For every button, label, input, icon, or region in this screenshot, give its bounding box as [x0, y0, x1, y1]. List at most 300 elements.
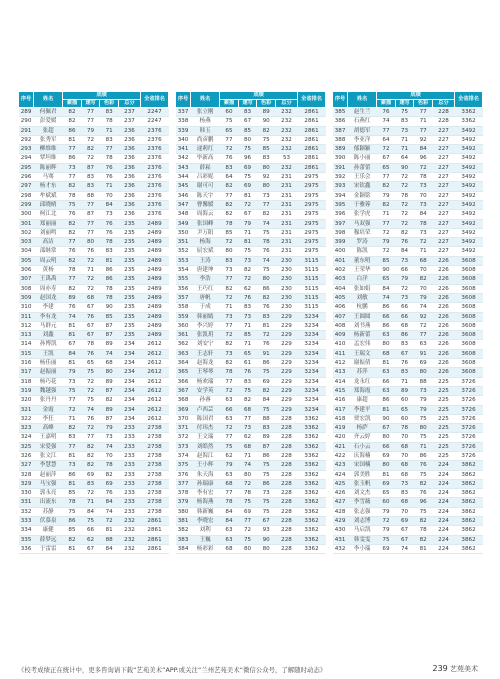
total-score: 228 — [275, 424, 297, 433]
student-name: 庆海楠 — [348, 451, 377, 460]
color-score: 83 — [100, 247, 119, 256]
table-row — [333, 256, 483, 265]
quick-sketch-score: 90 — [395, 163, 414, 172]
province-rank: 2738 — [141, 451, 169, 460]
table-row — [333, 228, 483, 237]
sketch-score: 63 — [220, 470, 239, 479]
row-number: 405 — [333, 293, 348, 302]
row-number: 350 — [176, 228, 191, 237]
color-score: 88 — [414, 377, 433, 386]
color-score: 70 — [414, 191, 433, 200]
total-score: 225 — [432, 405, 454, 414]
province-rank: 3608 — [455, 349, 483, 358]
quick-sketch-score: 68 — [81, 293, 100, 302]
total-score: 229 — [275, 396, 297, 405]
student-name: 郁颖颖 — [348, 145, 377, 154]
row-number: 320 — [19, 396, 34, 405]
color-score: 87 — [257, 442, 276, 451]
total-score: 225 — [432, 377, 454, 386]
row-number: 292 — [19, 135, 34, 144]
row-number: 372 — [176, 433, 191, 442]
quick-sketch-score: 67 — [81, 544, 100, 553]
sketch-score: 86 — [377, 321, 396, 330]
province-rank: 2612 — [141, 377, 169, 386]
row-number: 429 — [333, 517, 348, 526]
color-score: 84 — [257, 396, 276, 405]
row-number: 368 — [176, 396, 191, 405]
province-rank: 2975 — [298, 173, 326, 182]
province-rank: 2489 — [141, 284, 169, 293]
quick-sketch-score: 78 — [81, 340, 100, 349]
student-name: 韩雯雯 — [348, 535, 377, 544]
quick-sketch-score: 79 — [81, 126, 100, 135]
table-row — [19, 108, 169, 117]
color-score: 84 — [100, 200, 119, 209]
province-rank: 3726 — [455, 396, 483, 405]
row-number: 309 — [19, 293, 34, 302]
quick-sketch-score: 77 — [81, 200, 100, 209]
color-score: 93 — [257, 526, 276, 535]
table-row — [333, 451, 483, 460]
row-number: 348 — [176, 210, 191, 219]
student-name: 齐云婷 — [348, 433, 377, 442]
color-score: 78 — [100, 284, 119, 293]
table-row — [19, 377, 169, 386]
quick-sketch-score: 72 — [81, 275, 100, 284]
student-name: 张丹丹 — [34, 396, 63, 405]
province-rank: 3608 — [455, 303, 483, 312]
row-number: 417 — [333, 405, 348, 414]
color-score: 67 — [257, 517, 276, 526]
color-score: 88 — [100, 535, 119, 544]
color-score: 80 — [257, 275, 276, 284]
table-row — [176, 312, 326, 321]
student-name: 柯江北 — [34, 210, 63, 219]
row-number: 316 — [19, 359, 34, 368]
color-score: 77 — [257, 200, 276, 209]
total-score: 225 — [432, 451, 454, 460]
province-rank: 2975 — [298, 247, 326, 256]
row-number: 328 — [19, 470, 34, 479]
student-name: 陈天宇 — [191, 191, 220, 200]
quick-sketch-score: 69 — [238, 507, 257, 516]
province-rank: 3608 — [455, 275, 483, 284]
quick-sketch-score: 74 — [81, 405, 100, 414]
sketch-score: 79 — [63, 368, 82, 377]
quick-sketch-score: 70 — [395, 433, 414, 442]
color-score: 81 — [414, 544, 433, 553]
table-row — [19, 312, 169, 321]
quick-sketch-score: 75 — [238, 145, 257, 154]
color-score: 76 — [100, 228, 119, 237]
color-score: 79 — [414, 396, 433, 405]
table-row — [333, 163, 483, 172]
student-name: 周海云 — [191, 210, 220, 219]
sketch-score: 60 — [377, 498, 396, 507]
row-number: 373 — [176, 442, 191, 451]
sketch-score: 82 — [63, 284, 82, 293]
province-rank: 2489 — [141, 293, 169, 302]
sketch-score: 80 — [220, 247, 239, 256]
total-score: 231 — [275, 191, 297, 200]
student-name: 张学虎 — [348, 210, 377, 219]
sketch-score: 81 — [63, 331, 82, 340]
total-score: 234 — [118, 377, 140, 386]
province-rank: 3362 — [298, 479, 326, 488]
student-name: 苏萍 — [348, 368, 377, 377]
total-score: 224 — [432, 526, 454, 535]
province-rank: 3608 — [455, 359, 483, 368]
student-name: 曹馨媛 — [191, 200, 220, 209]
sketch-score: 66 — [377, 312, 396, 321]
student-name: 刘文杰 — [348, 489, 377, 498]
color-score: 89 — [100, 340, 119, 349]
total-score: 226 — [432, 293, 454, 302]
total-score: 230 — [275, 284, 297, 293]
student-name: 李建平 — [348, 405, 377, 414]
student-name: 康超 — [348, 396, 377, 405]
student-name: 韩丽嫣 — [191, 312, 220, 321]
color-score: 75 — [257, 266, 276, 275]
quick-sketch-score: 68 — [395, 321, 414, 330]
province-rank: 3608 — [455, 266, 483, 275]
sketch-score: 72 — [220, 331, 239, 340]
sketch-score: 63 — [377, 368, 396, 377]
color-score: 80 — [257, 544, 276, 553]
sketch-score: 77 — [377, 173, 396, 182]
table-row — [333, 284, 483, 293]
province-rank: 2738 — [141, 498, 169, 507]
sketch-score: 73 — [63, 377, 82, 386]
student-name: 宋国楠 — [348, 461, 377, 470]
quick-sketch-score: 72 — [395, 200, 414, 209]
sketch-score: 72 — [220, 145, 239, 154]
sketch-score: 79 — [220, 461, 239, 470]
table-row — [19, 507, 169, 516]
sketch-score: 64 — [220, 173, 239, 182]
sketch-score: 82 — [63, 228, 82, 237]
quick-sketch-score: 69 — [395, 517, 414, 526]
total-score: 236 — [118, 154, 140, 163]
province-rank: 3492 — [455, 210, 483, 219]
total-score: 225 — [432, 433, 454, 442]
table-row — [19, 303, 169, 312]
province-rank: 3362 — [298, 424, 326, 433]
student-name: 杨巧花 — [34, 377, 63, 386]
sketch-score: 73 — [220, 266, 239, 275]
row-number: 312 — [19, 321, 34, 330]
province-rank: 2376 — [141, 200, 169, 209]
color-score: 75 — [257, 228, 276, 237]
table-row — [19, 461, 169, 470]
quick-sketch-score: 74 — [395, 544, 414, 553]
color-score: 73 — [257, 489, 276, 498]
color-score: 74 — [257, 219, 276, 228]
table-row — [19, 526, 169, 535]
color-score: 73 — [414, 228, 433, 237]
quick-sketch-score: 77 — [81, 228, 100, 237]
sketch-score: 66 — [377, 377, 396, 386]
total-score: 233 — [118, 461, 140, 470]
province-rank: 2489 — [141, 238, 169, 247]
row-number: 377 — [176, 479, 191, 488]
table-row — [333, 312, 483, 321]
student-name: 朱天海 — [191, 470, 220, 479]
total-score: 235 — [118, 275, 140, 284]
sketch-score: 90 — [377, 266, 396, 275]
color-score: 75 — [257, 507, 276, 516]
color-score: 80 — [100, 368, 119, 377]
province-rank: 3862 — [455, 479, 483, 488]
total-score: 232 — [275, 108, 297, 117]
color-score: 76 — [414, 461, 433, 470]
quick-sketch-score: 62 — [81, 535, 100, 544]
row-number: 301 — [19, 219, 34, 228]
total-score: 236 — [118, 191, 140, 200]
student-name: 杨海燕 — [191, 498, 220, 507]
color-score: 78 — [100, 117, 119, 126]
total-score: 229 — [275, 349, 297, 358]
table-row — [333, 479, 483, 488]
sketch-score: 67 — [63, 340, 82, 349]
quick-sketch-score: 75 — [238, 498, 257, 507]
quick-sketch-score: 66 — [395, 303, 414, 312]
student-name: 李有宏 — [191, 489, 220, 498]
student-name: 薛崧 — [191, 163, 220, 172]
row-number: 308 — [19, 284, 34, 293]
row-number: 394 — [333, 191, 348, 200]
header-rank: 全省排名 — [298, 92, 326, 108]
color-score: 78 — [100, 238, 119, 247]
total-score: 228 — [275, 489, 297, 498]
row-number: 425 — [333, 479, 348, 488]
table-row — [19, 191, 169, 200]
row-number: 414 — [333, 377, 348, 386]
table-row — [176, 442, 326, 451]
student-name: 刘鑫 — [34, 331, 63, 340]
color-score: 76 — [100, 219, 119, 228]
total-score: 228 — [275, 433, 297, 442]
total-score: 224 — [432, 498, 454, 507]
quick-sketch-score: 66 — [395, 312, 414, 321]
color-score: 84 — [414, 145, 433, 154]
sketch-score: 76 — [63, 210, 82, 219]
color-score: 79 — [414, 405, 433, 414]
quick-sketch-score: 73 — [238, 256, 257, 265]
student-name: 陈丽辉 — [34, 163, 63, 172]
table-row — [19, 247, 169, 256]
student-name: 唐帆 — [191, 293, 220, 302]
province-rank: 3115 — [298, 266, 326, 275]
quick-sketch-score: 70 — [395, 451, 414, 460]
student-name: 李浩 — [191, 275, 220, 284]
row-number: 375 — [176, 461, 191, 470]
table-row — [19, 182, 169, 191]
sketch-score: 83 — [220, 163, 239, 172]
province-rank: 2861 — [298, 135, 326, 144]
quick-sketch-score: 72 — [238, 526, 257, 535]
province-rank: 3726 — [455, 442, 483, 451]
row-number: 379 — [176, 498, 191, 507]
table-row — [19, 154, 169, 163]
total-score: 235 — [118, 293, 140, 302]
quick-sketch-score: 68 — [395, 470, 414, 479]
student-name: 孙博凯 — [34, 340, 63, 349]
province-rank: 3492 — [455, 154, 483, 163]
row-number: 324 — [19, 433, 34, 442]
color-score: 77 — [414, 331, 433, 340]
quick-sketch-score: 83 — [81, 479, 100, 488]
color-score: 86 — [257, 451, 276, 460]
quick-sketch-score: 66 — [395, 266, 414, 275]
student-name: 马群元 — [34, 321, 63, 330]
student-name: 付玮杰 — [191, 424, 220, 433]
student-name: 孙瑞康 — [191, 479, 220, 488]
total-score: 227 — [432, 145, 454, 154]
total-score: 226 — [432, 368, 454, 377]
province-rank: 3234 — [298, 312, 326, 321]
row-number: 419 — [333, 424, 348, 433]
color-score: 73 — [414, 182, 433, 191]
row-number: 393 — [333, 182, 348, 191]
row-number: 403 — [333, 275, 348, 284]
quick-sketch-score: 79 — [238, 219, 257, 228]
color-score: 74 — [100, 349, 119, 358]
color-score: 63 — [414, 340, 433, 349]
total-score: 236 — [118, 200, 140, 209]
table-row — [176, 526, 326, 535]
province-rank: 3362 — [298, 461, 326, 470]
color-score: 76 — [257, 340, 276, 349]
sketch-score: 63 — [220, 396, 239, 405]
quick-sketch-score: 82 — [81, 145, 100, 154]
sketch-score: 81 — [63, 359, 82, 368]
quick-sketch-score: 86 — [395, 331, 414, 340]
province-rank: 2861 — [298, 163, 326, 172]
sketch-score: 86 — [63, 517, 82, 526]
color-score: 80 — [257, 182, 276, 191]
quick-sketch-score: 72 — [81, 424, 100, 433]
quick-sketch-score: 75 — [81, 396, 100, 405]
row-number: 362 — [176, 340, 191, 349]
student-name: 康健 — [34, 526, 63, 535]
student-name: 贾宏凯 — [348, 414, 377, 423]
sketch-score: 69 — [377, 451, 396, 460]
table-row — [176, 275, 326, 284]
quick-sketch-score: 84 — [81, 507, 100, 516]
sketch-score: 63 — [377, 386, 396, 395]
total-score: 226 — [432, 266, 454, 275]
header-sketch: 素描 — [63, 100, 82, 108]
quick-sketch-score: 73 — [395, 126, 414, 135]
quick-sketch-score: 78 — [395, 424, 414, 433]
quick-sketch-score: 83 — [395, 368, 414, 377]
table-row — [176, 126, 326, 135]
quick-sketch-score: 70 — [395, 507, 414, 516]
student-name: 王荣华 — [348, 266, 377, 275]
sketch-score: 75 — [377, 535, 396, 544]
province-rank: 3862 — [455, 461, 483, 470]
total-score: 224 — [432, 479, 454, 488]
row-number: 306 — [19, 266, 34, 275]
table-row — [19, 424, 169, 433]
table-row — [333, 535, 483, 544]
header-score-group: 成绩 — [377, 92, 455, 100]
table-row — [333, 544, 483, 553]
header-total: 总分 — [275, 100, 297, 108]
quick-sketch-score: 64 — [395, 154, 414, 163]
color-score: 87 — [100, 321, 119, 330]
student-name: 刘书燕 — [348, 321, 377, 330]
row-number: 353 — [176, 256, 191, 265]
color-score: 96 — [414, 498, 433, 507]
total-score: 228 — [275, 517, 297, 526]
province-rank: 2247 — [141, 117, 169, 126]
total-score: 235 — [118, 321, 140, 330]
student-name: 刘皓然 — [191, 442, 220, 451]
sketch-score: 82 — [63, 256, 82, 265]
table-row — [19, 117, 169, 126]
table-row — [19, 433, 169, 442]
row-number: 406 — [333, 303, 348, 312]
table-row — [19, 396, 169, 405]
table-row — [333, 126, 483, 135]
row-number: 367 — [176, 386, 191, 395]
student-name: 王乐会 — [348, 173, 377, 182]
province-rank: 2738 — [141, 424, 169, 433]
student-name: 赵生兰 — [348, 108, 377, 117]
student-name: 吕彩妮 — [191, 173, 220, 182]
total-score: 228 — [275, 451, 297, 460]
quick-sketch-score: 77 — [81, 117, 100, 126]
color-score: 83 — [100, 108, 119, 117]
student-name: 张如娟 — [348, 284, 377, 293]
student-name: 罗涛 — [348, 238, 377, 247]
row-number: 341 — [176, 145, 191, 154]
province-rank: 3362 — [298, 414, 326, 423]
row-number: 400 — [333, 247, 348, 256]
row-number: 426 — [333, 489, 348, 498]
student-name: 毕新高 — [191, 154, 220, 163]
province-rank: 2738 — [141, 470, 169, 479]
table-row — [333, 517, 483, 526]
province-rank: 2612 — [141, 386, 169, 395]
student-name: 杨海 — [191, 238, 220, 247]
province-rank: 2738 — [141, 479, 169, 488]
quick-sketch-score: 72 — [81, 284, 100, 293]
table-row — [176, 182, 326, 191]
total-score: 225 — [432, 414, 454, 423]
province-rank: 3234 — [298, 368, 326, 377]
province-rank: 2247 — [141, 108, 169, 117]
table-row — [333, 200, 483, 209]
quick-sketch-score: 78 — [238, 489, 257, 498]
student-name: 马双强 — [348, 219, 377, 228]
score-table-2 — [175, 91, 326, 554]
province-rank: 2612 — [141, 368, 169, 377]
total-score: 228 — [275, 507, 297, 516]
row-number: 334 — [19, 526, 34, 535]
table-row — [176, 489, 326, 498]
row-number: 361 — [176, 331, 191, 340]
sketch-score: 82 — [63, 535, 82, 544]
color-score: 82 — [257, 126, 276, 135]
row-number: 413 — [333, 368, 348, 377]
row-number: 351 — [176, 238, 191, 247]
student-name: 董东明 — [348, 256, 377, 265]
quick-sketch-score: 65 — [395, 405, 414, 414]
table-row — [176, 451, 326, 460]
